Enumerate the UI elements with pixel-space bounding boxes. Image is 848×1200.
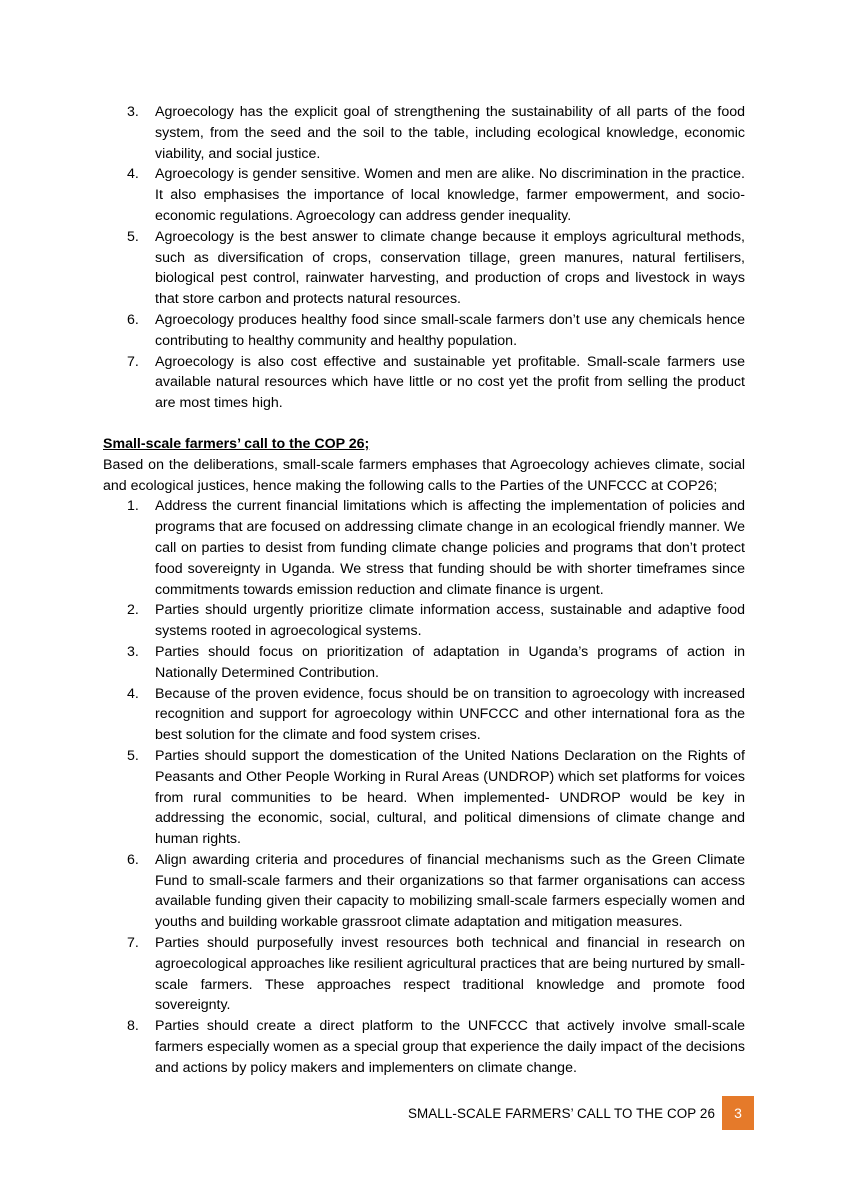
list-item xyxy=(103,1016,745,1078)
list-item-text: Address the current financial limitations which is affecting the implementation of policies and programs that are focused on addressing climate change in an ecological friendly manner. We call on parties to desist from funding climate change policies and programs that don’t protect food sovereignty in Uganda. We stress that funding should be with shorter timeframes since commitments towards emission reduction and climate finance is urgent. xyxy=(155,498,745,598)
list-item-number: 5. xyxy=(127,747,139,764)
list-item xyxy=(103,496,745,600)
list-item-text: Agroecology produces healthy food since small-scale farmers don’t use any chemicals hence contributing to healthy community and healthy population. xyxy=(155,311,745,349)
list-item-text: Agroecology is the best answer to climate change because it employs agricultural methods, such as diversification of crops, conservation tillage, green manures, natural fertilisers, biological pest control, rainwater harvesting, and production of crops and livestock in ways that store carbon and protects natural resources. xyxy=(155,228,745,308)
list-item-number: 6. xyxy=(127,311,139,328)
list-item xyxy=(103,164,745,226)
cop26-calls-list xyxy=(103,496,745,1078)
page-footer xyxy=(408,1096,754,1130)
section-intro: Based on the deliberations, small-scale farmers emphases that Agroecology achieves climate, social and ecological justices, hence making the following calls to the Parties of the UNFCCC at COP26; xyxy=(103,456,745,494)
list-item-number: 7. xyxy=(127,935,139,952)
page-content xyxy=(103,102,745,1079)
list-item-text: Parties should purposefully invest resources both technical and financial in research on agroecological approaches like resilient agricultural practices that are being nurtured by small-scale farmers. These approaches respect traditional knowledge and promote food sovereignty. xyxy=(155,935,745,1014)
list-item xyxy=(103,102,745,164)
list-item xyxy=(103,746,745,850)
list-item xyxy=(103,850,745,933)
list-item xyxy=(103,684,745,746)
list-item-number: 4. xyxy=(127,685,139,702)
list-item xyxy=(103,352,745,414)
list-item-number: 1. xyxy=(127,498,139,515)
list-item-text: Agroecology is gender sensitive. Women and men are alike. No discrimination in the practice. It also emphasises the importance of local knowledge, farmer empowerment, and socio-economic regulations. Agroecology can address gender inequality. xyxy=(155,166,745,224)
list-item-text: Align awarding criteria and procedures of financial mechanisms such as the Green Climate Fund to small-scale farmers and their organizations so that farmer organisations can access available funding given their capacity to mobilizing small-scale farmers especially women and youths and building workable grassroot climate adaptation and mitigation measures. xyxy=(155,851,745,931)
list-item-number: 7. xyxy=(127,353,139,370)
list-item-text: Parties should create a direct platform to the UNFCCC that actively involve small-scale farmers especially women as a special group that experience the daily impact of the decisions and actions by policy makers and implementers on climate change. xyxy=(155,1018,745,1076)
page-number-badge: 3 xyxy=(722,1096,754,1130)
footer-title: SMALL-SCALE FARMERS’ CALL TO THE COP 26 xyxy=(407,1105,715,1121)
list-item-number: 3. xyxy=(127,643,139,660)
list-item xyxy=(103,310,745,352)
list-item xyxy=(103,227,745,310)
list-item-text: Agroecology has the explicit goal of strengthening the sustainability of all parts of the food system, from the seed and the soil to the table, including ecological knowledge, economic viability, and social justice. xyxy=(155,104,745,162)
list-item-text: Agroecology is also cost effective and sustainable yet profitable. Small-scale farmers use available natural resources which have little or no cost yet the profit from selling the product are most times high. xyxy=(155,353,745,412)
list-item-number: 5. xyxy=(127,228,139,245)
list-item-number: 4. xyxy=(127,166,139,183)
list-item-number: 2. xyxy=(127,602,139,619)
list-item xyxy=(103,600,745,642)
agroecology-benefits-list xyxy=(103,102,745,414)
list-item xyxy=(103,642,745,684)
list-item-number: 3. xyxy=(127,104,139,120)
list-item-number: 6. xyxy=(127,851,139,868)
list-item-text: Parties should focus on prioritization of adaptation in Uganda’s programs of action in Nationally Determined Contribution. xyxy=(155,643,745,681)
list-item xyxy=(103,933,745,1016)
section-heading: Small-scale farmers’ call to the COP 26; xyxy=(103,435,370,452)
list-item-number: 8. xyxy=(127,1018,139,1035)
list-item-text: Parties should support the domestication of the United Nations Declaration on the Rights of Peasants and Other People Working in Rural Areas (UNDROP) which set platforms for voices from rural communities to be heard. When implemented- UNDROP would be key in addressing the economic, social, cultural, and political dimensions of climate change and human rights. xyxy=(155,747,745,848)
list-item-text: Because of the proven evidence, focus should be on transition to agroecology with increased recognition and support for agroecology within UNFCCC and other international fora as the best solution for the climate and food system crises. xyxy=(155,685,745,744)
list-item-text: Parties should urgently prioritize climate information access, sustainable and adaptive food systems rooted in agroecological systems. xyxy=(155,602,745,640)
